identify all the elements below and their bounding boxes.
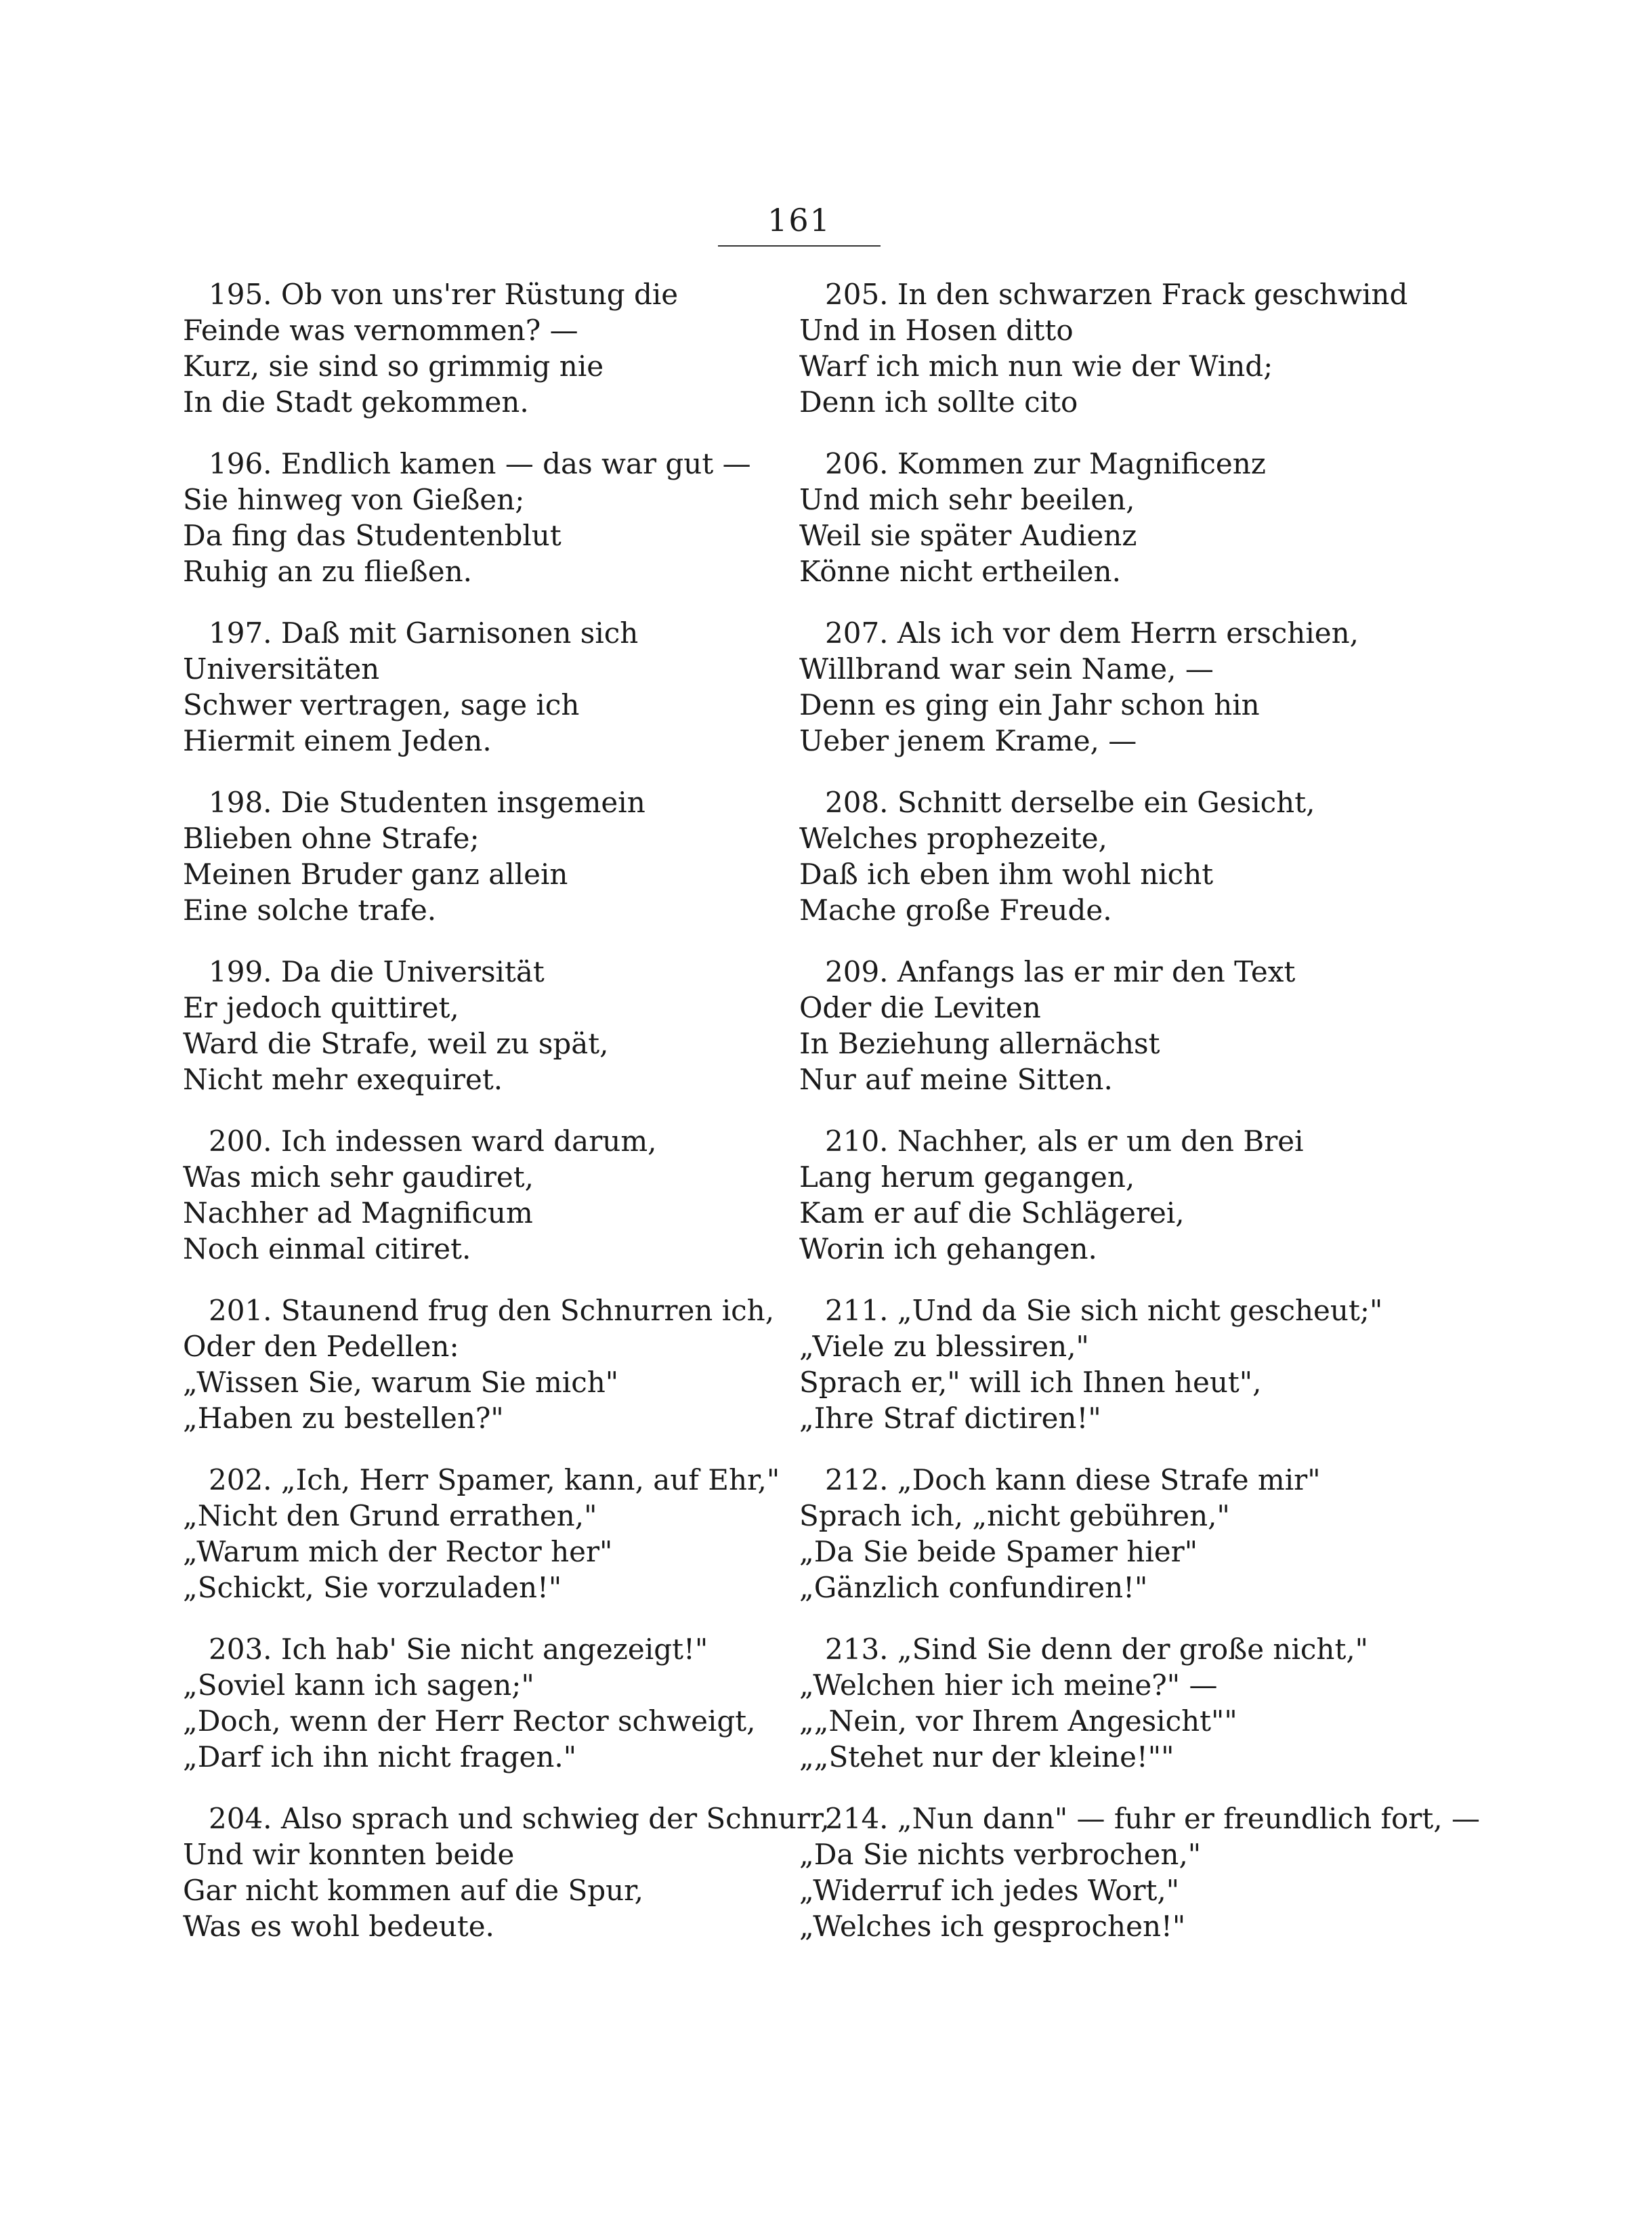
stanza-line: „Nicht den Grund errathen," bbox=[183, 1499, 597, 1532]
stanza-line: „Darf ich ihn nicht fragen." bbox=[183, 1740, 577, 1773]
stanza bbox=[183, 446, 792, 615]
stanza-first-line: 213. „Sind Sie denn der große nicht," bbox=[825, 1633, 1368, 1666]
stanza bbox=[183, 615, 792, 784]
stanza bbox=[799, 1631, 1409, 1801]
stanza bbox=[799, 784, 1409, 954]
stanza-first-line: 201. Staunend frug den Schnurren ich, bbox=[209, 1294, 775, 1327]
stanza-line: Sie hinweg von Gießen; bbox=[183, 483, 525, 516]
stanza-line: Universitäten bbox=[183, 652, 380, 686]
stanza-line: Was es wohl bedeute. bbox=[183, 1910, 494, 1943]
stanza-first-line: 205. In den schwarzen Frack geschwind bbox=[825, 278, 1408, 311]
page-number: 161 bbox=[767, 202, 831, 238]
stanza bbox=[799, 446, 1409, 615]
stanza-line: Daß ich eben ihm wohl nicht bbox=[799, 858, 1214, 891]
stanza-first-line: 206. Kommen zur Magnificenz bbox=[825, 447, 1266, 480]
stanza-first-line: 207. Als ich vor dem Herrn erschien, bbox=[825, 616, 1359, 650]
stanza-first-line: 200. Ich indessen ward darum, bbox=[209, 1125, 657, 1158]
stanza-line: Sprach ich, „nicht gebühren," bbox=[799, 1499, 1230, 1532]
left-column bbox=[183, 276, 830, 1970]
stanza-line: Kurz, sie sind so grimmig nie bbox=[183, 350, 604, 383]
stanza bbox=[799, 954, 1409, 1123]
stanza bbox=[799, 276, 1409, 446]
stanza bbox=[183, 1631, 792, 1801]
stanza-first-line: 196. Endlich kamen — das war gut — bbox=[209, 447, 751, 480]
stanza-line: „Schickt, Sie vorzuladen!" bbox=[183, 1571, 562, 1604]
stanza-first-line: 209. Anfangs las er mir den Text bbox=[825, 955, 1296, 988]
stanza-line: „Soviel kann ich sagen;" bbox=[183, 1668, 534, 1702]
stanza-line: Ueber jenem Krame, — bbox=[799, 724, 1137, 757]
stanza-line: Denn ich sollte cito bbox=[799, 385, 1078, 419]
stanza-line: „„Nein, vor Ihrem Angesicht"" bbox=[799, 1704, 1237, 1738]
stanza-line: Was mich sehr gaudiret, bbox=[183, 1160, 534, 1194]
stanza-line: Ward die Strafe, weil zu spät, bbox=[183, 1027, 609, 1060]
stanza-line: Er jedoch quittiret, bbox=[183, 991, 459, 1024]
stanza-line: Mache große Freude. bbox=[799, 894, 1112, 927]
stanza bbox=[799, 615, 1409, 784]
stanza-line: „Haben zu bestellen?" bbox=[183, 1402, 504, 1435]
stanza-first-line: 195. Ob von uns'rer Rüstung die bbox=[209, 278, 679, 311]
stanza-line: Kam er auf die Schlägerei, bbox=[799, 1196, 1185, 1230]
stanza-line: Weil sie später Audienz bbox=[799, 519, 1137, 552]
stanza-line: Meinen Bruder ganz allein bbox=[183, 858, 568, 891]
stanza-first-line: 202. „Ich, Herr Spamer, kann, auf Ehr," bbox=[209, 1463, 780, 1496]
stanza-line: Willbrand war sein Name, — bbox=[799, 652, 1214, 686]
stanza-first-line: 208. Schnitt derselbe ein Gesicht, bbox=[825, 786, 1315, 819]
stanza-line: Eine solche trafe. bbox=[183, 894, 437, 927]
stanza bbox=[799, 1293, 1409, 1462]
stanza-line: „Widerruf ich jedes Wort," bbox=[799, 1874, 1180, 1907]
stanza bbox=[799, 1801, 1480, 1970]
stanza-first-line: 199. Da die Universität bbox=[209, 955, 545, 988]
stanza-line: Sprach er," will ich Ihnen heut", bbox=[799, 1366, 1262, 1399]
stanza-first-line: 212. „Doch kann diese Strafe mir" bbox=[825, 1463, 1321, 1496]
stanza bbox=[183, 954, 792, 1123]
stanza-line: „„Stehet nur der kleine!"" bbox=[799, 1740, 1174, 1773]
stanza-line: Oder die Leviten bbox=[799, 991, 1041, 1024]
stanza bbox=[183, 1293, 792, 1462]
stanza bbox=[799, 1462, 1409, 1631]
stanza bbox=[183, 784, 792, 954]
stanza-line: „Gänzlich confundiren!" bbox=[799, 1571, 1148, 1604]
stanza bbox=[183, 1123, 792, 1293]
stanza bbox=[799, 1123, 1409, 1293]
stanza-line: Denn es ging ein Jahr schon hin bbox=[799, 688, 1260, 721]
stanza bbox=[183, 1462, 792, 1631]
stanza bbox=[183, 1801, 830, 1970]
stanza-line: Welches prophezeite, bbox=[799, 822, 1107, 855]
stanza-line: Nachher ad Magnificum bbox=[183, 1196, 533, 1230]
stanza-line: Warf ich mich nun wie der Wind; bbox=[799, 350, 1273, 383]
stanza-line: Oder den Pedellen: bbox=[183, 1330, 459, 1363]
stanza-first-line: 203. Ich hab' Sie nicht angezeigt!" bbox=[209, 1633, 708, 1666]
stanza-line: „Doch, wenn der Herr Rector schweigt, bbox=[183, 1704, 756, 1738]
stanza-line: Blieben ohne Strafe; bbox=[183, 822, 480, 855]
stanza bbox=[183, 276, 792, 446]
stanza-line: „Ihre Straf dictiren!" bbox=[799, 1402, 1101, 1435]
stanza-line: Ruhig an zu fließen. bbox=[183, 555, 472, 588]
stanza-line: „Welchen hier ich meine?" — bbox=[799, 1668, 1218, 1702]
stanza-line: Nur auf meine Sitten. bbox=[799, 1063, 1113, 1096]
stanza-line: In die Stadt gekommen. bbox=[183, 385, 529, 419]
stanza-line: „Viele zu blessiren," bbox=[799, 1330, 1089, 1363]
page-number-rule bbox=[718, 245, 881, 247]
stanza-line: Lang herum gegangen, bbox=[799, 1160, 1135, 1194]
stanza-line: Gar nicht kommen auf die Spur, bbox=[183, 1874, 643, 1907]
stanza-first-line: 214. „Nun dann" — fuhr er freundlich fort, — bbox=[825, 1802, 1480, 1835]
stanza-line: In Beziehung allernächst bbox=[799, 1027, 1160, 1060]
stanza-line: Feinde was vernommen? — bbox=[183, 314, 578, 347]
stanza-line: Noch einmal citiret. bbox=[183, 1232, 471, 1265]
stanza-line: Und in Hosen ditto bbox=[799, 314, 1074, 347]
stanza-line: „Da Sie nichts verbrochen," bbox=[799, 1838, 1202, 1871]
stanza-line: Hiermit einem Jeden. bbox=[183, 724, 492, 757]
stanza-line: Und wir konnten beide bbox=[183, 1838, 515, 1871]
stanza-line: Nicht mehr exequiret. bbox=[183, 1063, 503, 1096]
stanza-line: Und mich sehr beeilen, bbox=[799, 483, 1135, 516]
stanza-line: Könne nicht ertheilen. bbox=[799, 555, 1121, 588]
right-column bbox=[799, 276, 1480, 1970]
stanza-first-line: 211. „Und da Sie sich nicht gescheut;" bbox=[825, 1294, 1383, 1327]
stanza-line: „Wissen Sie, warum Sie mich" bbox=[183, 1366, 619, 1399]
stanza-first-line: 198. Die Studenten insgemein bbox=[209, 786, 645, 819]
stanza-line: Da fing das Studentenblut bbox=[183, 519, 562, 552]
stanza-first-line: 197. Daß mit Garnisonen sich bbox=[209, 616, 639, 650]
stanza-first-line: 204. Also sprach und schwieg der Schnurr, bbox=[209, 1802, 830, 1835]
stanza-line: Schwer vertragen, sage ich bbox=[183, 688, 580, 721]
stanza-line: „Welches ich gesprochen!" bbox=[799, 1910, 1186, 1943]
stanza-line: Worin ich gehangen. bbox=[799, 1232, 1097, 1265]
stanza-line: „Warum mich der Rector her" bbox=[183, 1535, 613, 1568]
stanza-line: „Da Sie beide Spamer hier" bbox=[799, 1535, 1198, 1568]
stanza-first-line: 210. Nachher, als er um den Brei bbox=[825, 1125, 1304, 1158]
